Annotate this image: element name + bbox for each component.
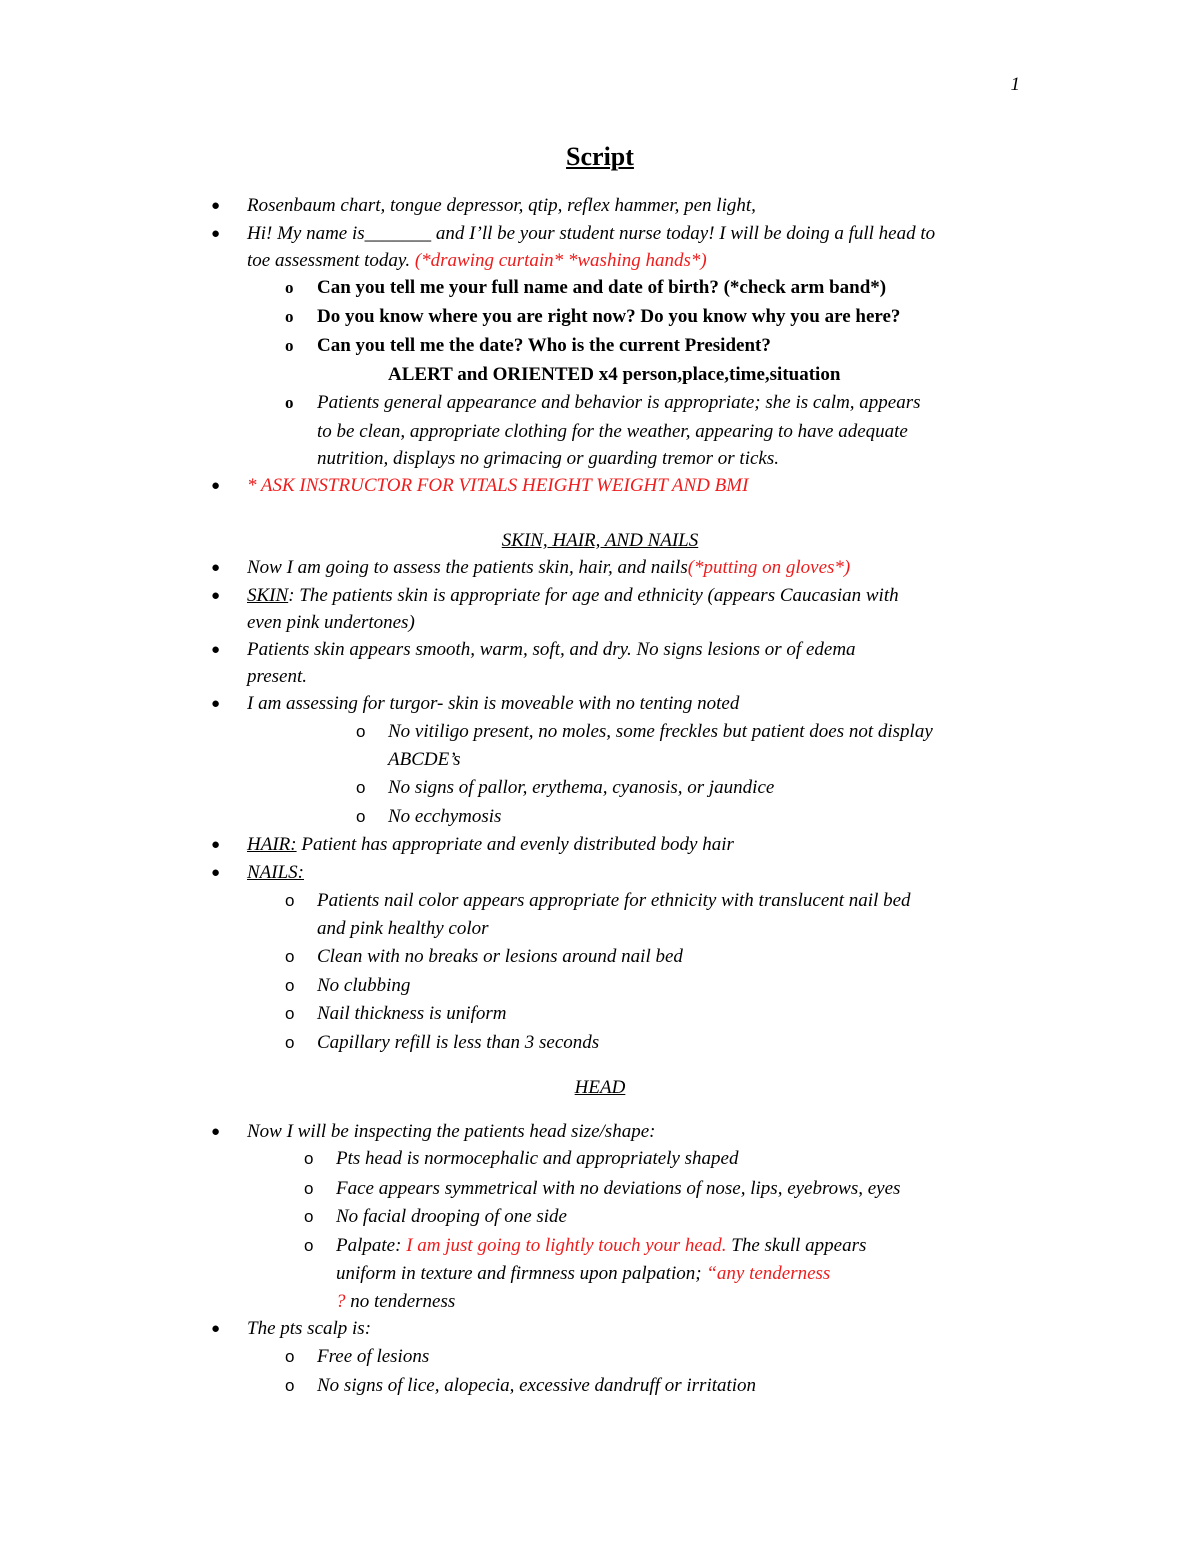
sub-bullet: o — [285, 947, 295, 966]
question-date-president: Can you tell me the date? Who is the current President? — [317, 335, 771, 356]
bullet: ● — [211, 837, 221, 853]
greeting-line-2 — [247, 249, 707, 273]
head-section-heading: HEAD — [574, 1077, 626, 1098]
sub-bullet: o — [304, 1207, 314, 1226]
turgor-line: I am assessing for turgor- skin is moveable with no tenting noted — [247, 693, 740, 714]
sub-bullet: o — [285, 307, 294, 326]
supplies-line: Rosenbaum chart, tongue depressor, qtip, reflex hammer, pen light, — [247, 195, 756, 216]
scalp-lesions-line: Free of lesions — [317, 1346, 430, 1367]
sub-bullet: o — [304, 1179, 314, 1198]
bullet: ● — [211, 198, 221, 214]
sub-bullet: o — [285, 976, 295, 995]
capillary-refill-line: Capillary refill is less than 3 seconds — [317, 1032, 600, 1053]
greeting-line-1: Hi! My name is_______ and I’ll be your student nurse today! I will be doing a full head to — [247, 223, 936, 244]
greeting-action-note: (*drawing curtain* *washing hands*) — [414, 250, 707, 271]
page-number: 1 — [1010, 74, 1020, 95]
tenderness-answer: no tenderness — [345, 1291, 456, 1312]
alert-oriented-line: ALERT and ORIENTED x4 person,place,time,situation — [388, 364, 841, 385]
scalp-line: The pts scalp is: — [247, 1318, 372, 1339]
bullet: ● — [211, 560, 221, 576]
skin-texture-line-2: present. — [247, 666, 307, 687]
appearance-line-1: Patients general appearance and behavior is appropriate; she is calm, appears — [317, 392, 921, 413]
head-inspect-line: Now I will be inspecting the patients head size/shape: — [247, 1121, 656, 1142]
tenderness-question-mark: ? — [336, 1291, 346, 1312]
sub-bullet: o — [285, 336, 294, 355]
palpate-line-2 — [336, 1262, 830, 1286]
bullet: ● — [211, 642, 221, 658]
sub-bullet: o — [304, 1149, 314, 1168]
sub-bullet: o — [285, 1033, 295, 1052]
nail-color-line-1: Patients nail color appears appropriate for ethnicity with translucent nail bed — [317, 890, 911, 911]
facial-drooping-line: No facial drooping of one side — [336, 1206, 567, 1227]
vitiligo-line-2: ABCDE’s — [388, 749, 461, 770]
nails-label: NAILS: — [247, 862, 304, 883]
greeting-text: toe assessment today. — [247, 250, 415, 271]
palpate-label: Palpate: — [336, 1235, 407, 1256]
palpate-line-3 — [336, 1290, 455, 1314]
pallor-line: No signs of pallor, erythema, cyanosis, or jaundice — [388, 777, 775, 798]
skin-texture-line-1: Patients skin appears smooth, warm, soft, and dry. No signs lesions or of edema — [247, 639, 856, 660]
sub-bullet: o — [285, 891, 295, 910]
clubbing-line: No clubbing — [317, 975, 411, 996]
normocephalic-line: Pts head is normocephalic and appropriately shaped — [336, 1148, 739, 1169]
bullet: ● — [211, 226, 221, 242]
hair-line — [247, 833, 734, 857]
nail-clean-line: Clean with no breaks or lesions around nail bed — [317, 946, 683, 967]
question-name-dob: Can you tell me your full name and date of birth? (*check arm band*) — [317, 277, 887, 298]
bullet: ● — [211, 696, 221, 712]
bullet: ● — [211, 865, 221, 881]
page-title: Script — [566, 142, 634, 171]
skin-line-2: even pink undertones) — [247, 612, 415, 633]
palpate-line-1 — [336, 1234, 866, 1258]
skin-line-1 — [247, 584, 899, 608]
sub-bullet: o — [356, 778, 366, 797]
bullet: ● — [211, 588, 221, 604]
hair-text: Patient has appropriate and evenly distributed body hair — [296, 834, 734, 855]
sub-bullet: o — [285, 278, 294, 297]
hair-label: HAIR: — [247, 834, 297, 855]
face-symmetry-line: Face appears symmetrical with no deviations of nose, lips, eyebrows, eyes — [336, 1178, 901, 1199]
tenderness-question: “any tenderness — [706, 1263, 831, 1284]
ecchymosis-line: No ecchymosis — [388, 806, 502, 827]
palpate-text: The skull appears — [726, 1235, 867, 1256]
palpate-text-2: uniform in texture and firmness upon palpation; — [336, 1263, 707, 1284]
gloves-note: (*putting on gloves*) — [687, 557, 851, 578]
skin-intro-text: Now I am going to assess the patients skin, hair, and nails — [247, 557, 688, 578]
palpate-spoken-note: I am just going to lightly touch your head. — [406, 1235, 727, 1256]
appearance-line-3: nutrition, displays no grimacing or guarding tremor or ticks. — [317, 448, 779, 469]
skin-intro-line — [247, 556, 850, 580]
skin-text: : The patients skin is appropriate for age and ethnicity (appears Caucasian with — [288, 585, 899, 606]
bullet: ● — [211, 478, 221, 494]
nail-color-line-2: and pink healthy color — [317, 918, 489, 939]
sub-bullet: o — [356, 807, 366, 826]
sub-bullet: o — [285, 393, 294, 412]
bullet: ● — [211, 1321, 221, 1337]
nail-thickness-line: Nail thickness is uniform — [317, 1003, 507, 1024]
bullet: ● — [211, 1124, 221, 1140]
skin-section-heading: SKIN, HAIR, AND NAILS — [501, 530, 699, 551]
appearance-line-2: to be clean, appropriate clothing for the weather, appearing to have adequate — [317, 421, 908, 442]
question-location: Do you know where you are right now? Do you know why you are here? — [317, 306, 901, 327]
sub-bullet: o — [285, 1376, 295, 1395]
sub-bullet: o — [285, 1347, 295, 1366]
skin-label: SKIN — [247, 585, 289, 606]
vitals-note: * ASK INSTRUCTOR FOR VITALS HEIGHT WEIGHT AND BMI — [247, 475, 749, 496]
sub-bullet: o — [356, 722, 366, 741]
sub-bullet: o — [304, 1236, 314, 1255]
vitiligo-line-1: No vitiligo present, no moles, some freckles but patient does not display — [388, 721, 933, 742]
sub-bullet: o — [285, 1004, 295, 1023]
scalp-lice-line: No signs of lice, alopecia, excessive dandruff or irritation — [317, 1375, 757, 1396]
